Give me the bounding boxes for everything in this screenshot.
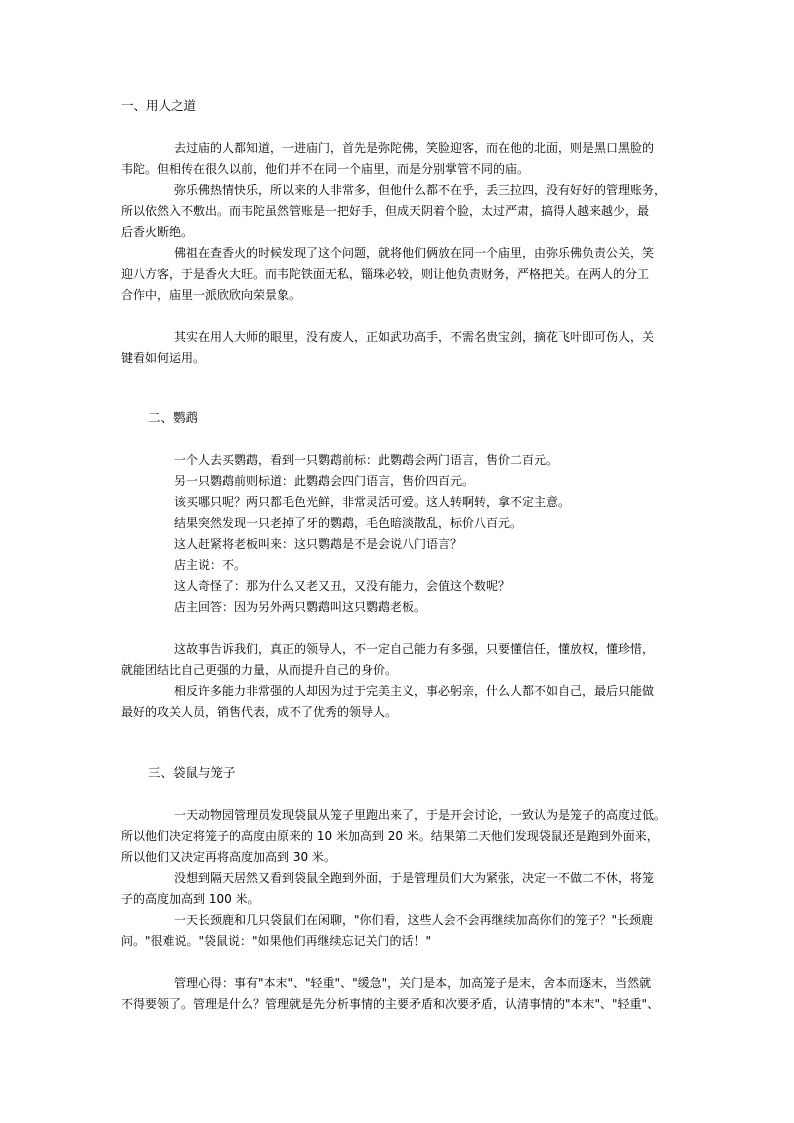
paragraph-line: 这故事告诉我们，真正的领导人，不一定自己能力有多强，只要懂信任，懂放权，懂珍惜， bbox=[174, 642, 655, 656]
paragraph-line: 合作中，庙里一派欣欣向荣景象。 bbox=[121, 288, 302, 302]
paragraph-line: 韦陀。但相传在很久以前，他们并不在同一个庙里，而是分别掌管不同的庙。 bbox=[121, 162, 530, 176]
paragraph-line: 该买哪只呢？两只都毛色光鲜，非常灵活可爱。这人转啊转，拿不定主意。 bbox=[174, 495, 571, 509]
paragraph-line: 这人赶紧将老板叫来：这只鹦鹉是不是会说八门语言？ bbox=[174, 537, 463, 551]
paragraph-line: 最好的攻关人员，销售代表，成不了优秀的领导人。 bbox=[121, 705, 398, 719]
paragraph-line: 管理心得：事有"本末"、"轻重"、"缓急"，关门是本，加高笼子是末，舍本而逐末，当然就 bbox=[174, 976, 652, 990]
paragraph-line: 所以他们决定将笼子的高度由原来的 10 米加高到 20 米。结果第二天他们发现袋鼠还是跑到外面来， bbox=[121, 829, 659, 843]
paragraph-line: 相反许多能力非常强的人却因为过于完美主义，事必躬亲，什么人都不如自己，最后只能做 bbox=[174, 684, 655, 698]
paragraph-line: 店主说：不。 bbox=[174, 558, 247, 572]
paragraph-line: 子的高度加高到 100 米。 bbox=[121, 892, 260, 906]
paragraph-line: 一天长颈鹿和几只袋鼠们在闲聊，"你们看，这些人会不会再继续加高你们的笼子？"长颈鹿 bbox=[174, 913, 654, 927]
paragraph-line: 所以他们又决定再将高度加高到 30 米。 bbox=[121, 850, 336, 864]
paragraph-line: 其实在用人大师的眼里，没有废人，正如武功高手，不需名贵宝剑，摘花飞叶即可伤人，关 bbox=[174, 330, 655, 344]
paragraph-line: 就能团结比自己更强的力量，从而提升自己的身价。 bbox=[121, 663, 398, 677]
paragraph-line: 键看如何运用。 bbox=[121, 351, 206, 365]
paragraph-line: 佛祖在查香火的时候发现了这个问题，就将他们俩放在同一个庙里，由弥乐佛负责公关，笑 bbox=[174, 246, 655, 260]
paragraph-line: 弥乐佛热情快乐，所以来的人非常多，但他什么都不在乎，丢三拉四，没有好好的管理账务， bbox=[174, 183, 667, 197]
paragraph-line: 去过庙的人都知道，一进庙门，首先是弥陀佛，笑脸迎客，而在他的北面，则是黑口黑脸的 bbox=[174, 141, 655, 155]
paragraph-line: 结果突然发现一只老掉了牙的鹦鹉，毛色暗淡散乱，标价八百元。 bbox=[174, 516, 523, 530]
paragraph-line: 后香火断绝。 bbox=[121, 225, 194, 239]
paragraph-line: 问。"很难说。"袋鼠说："如果他们再继续忘记关门的话！" bbox=[121, 934, 432, 948]
section-heading: 一、用人之道 bbox=[121, 98, 197, 113]
paragraph-line: 一天动物园管理员发现袋鼠从笼子里跑出来了，于是开会讨论，一致认为是笼子的高度过低。 bbox=[174, 808, 667, 822]
paragraph-line: 一个人去买鹦鹉，看到一只鹦鹉前标：此鹦鹉会两门语言，售价二百元。 bbox=[174, 453, 559, 467]
paragraph-line: 不得要领了。管理是什么？管理就是先分析事情的主要矛盾和次要矛盾，认清事情的"本末"、"轻重"、 bbox=[121, 997, 660, 1011]
paragraph-line: 这人奇怪了：那为什么又老又丑，又没有能力，会值这个数呢？ bbox=[174, 579, 511, 593]
paragraph-line: 另一只鹦鹉前则标道：此鹦鹉会四门语言，售价四百元。 bbox=[174, 474, 475, 488]
paragraph-line: 没想到隔天居然又看到袋鼠全跑到外面，于是管理员们大为紧张，决定一不做二不休，将笼 bbox=[174, 871, 655, 885]
paragraph-line: 迎八方客，于是香火大旺。而韦陀铁面无私，锱珠必较，则让他负责财务，严格把关。在两人的分工 bbox=[121, 267, 650, 281]
paragraph-line: 店主回答：因为另外两只鹦鹉叫这只鹦鹉老板。 bbox=[174, 600, 427, 614]
section-heading: 三、袋鼠与笼子 bbox=[148, 765, 236, 780]
paragraph-line: 所以依然入不敷出。而韦陀虽然管账是一把好手，但成天阴着个脸，太过严肃，搞得人越来越少，最 bbox=[121, 204, 650, 218]
section-heading: 二、鹦鹉 bbox=[148, 410, 199, 425]
